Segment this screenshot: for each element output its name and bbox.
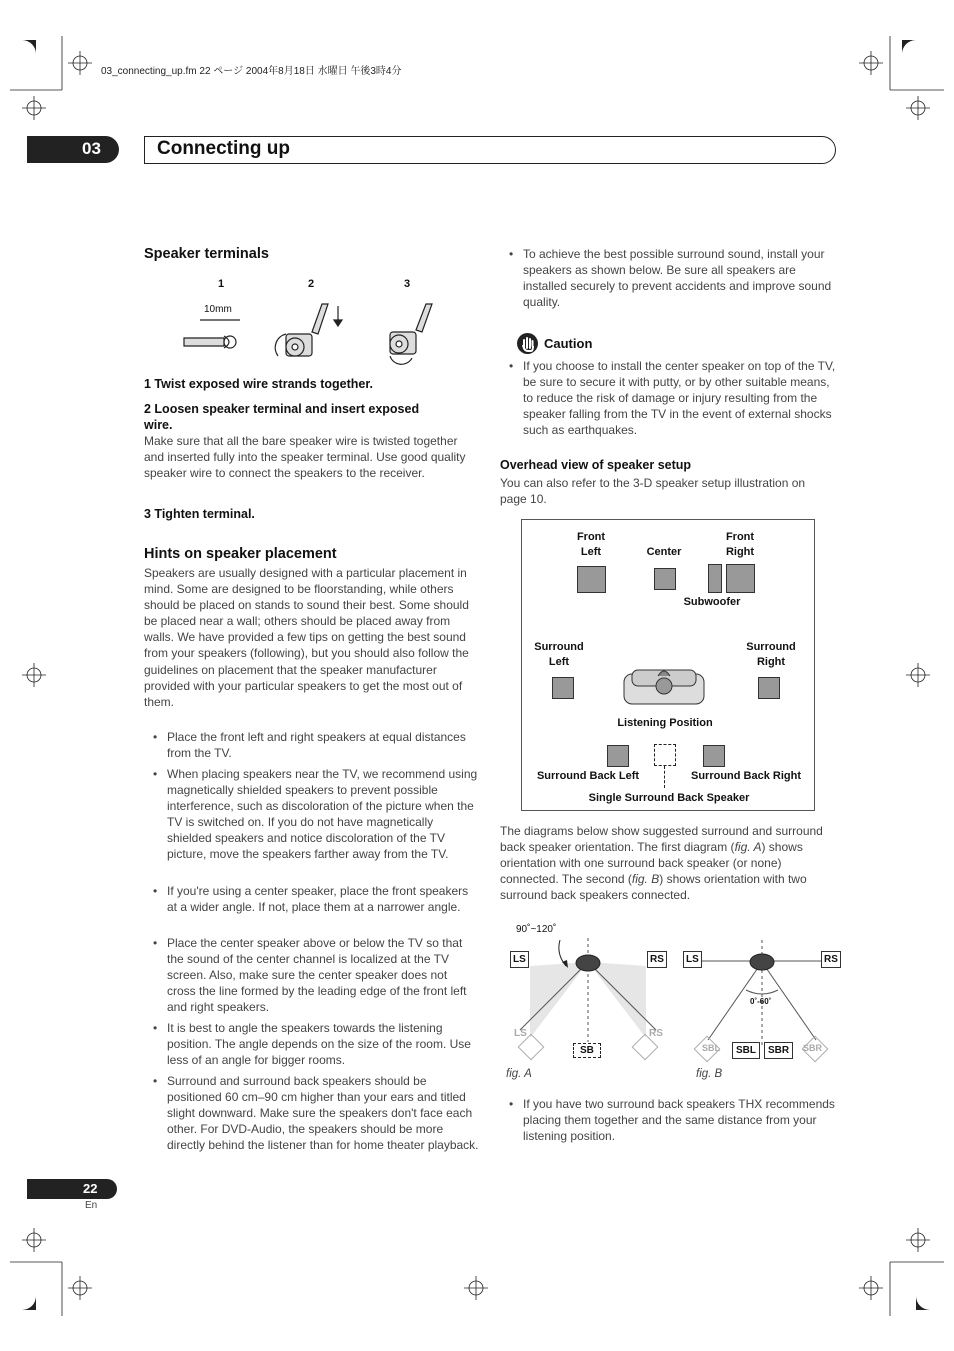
label-listening: Listening Position xyxy=(617,717,713,729)
hint-bullet-1: • Place the front left and right speakers at equal distances from the TV. xyxy=(144,729,479,761)
chapter-tab xyxy=(27,136,119,163)
figb-ls: LS xyxy=(683,951,702,968)
fig-measure: 10mm xyxy=(204,304,232,315)
label-surround-right: Surround Right xyxy=(746,641,796,668)
terminal-illustration xyxy=(178,276,448,371)
diagrams-text-part1: The diagrams below show suggested surround and surround back speaker orientation. The first diagram ( xyxy=(500,824,823,855)
fig-number-1: 1 xyxy=(218,278,225,290)
label-sbr: Surround Back Right xyxy=(690,770,801,782)
step-3: 3 Tighten terminal. xyxy=(144,507,255,521)
fig-number-2: 2 xyxy=(308,278,315,290)
speaker-surround-back-left xyxy=(607,745,629,767)
figb-sbr-angled: SBR xyxy=(803,1043,823,1053)
figb-sbl: SBL xyxy=(732,1042,760,1059)
label-front-left: Front Left xyxy=(576,531,606,558)
diagrams-text-part3: ) shows orientation with two surround back speakers connected. xyxy=(500,872,807,903)
figa-sb: SB xyxy=(573,1043,601,1058)
hint-bullet-4: • Place the center speaker above or below the TV so that the sound of the center channel is localized at the TV screen. Also, make sure the center speaker does not cross the line formed by the leading edge of the front left and right speakers. xyxy=(144,935,479,1015)
print-header: 03_connecting_up.fm 22 ページ 2004年8月18日 水曜日 午後3時4分 xyxy=(101,66,402,77)
step-2-text: Make sure that all the bare speaker wire is twisted together and inserted fully into the speaker terminal. Use good quality speaker wire to connect the speakers to the receiver. xyxy=(144,434,466,481)
speaker-surround-left xyxy=(552,677,574,699)
sofa-icon xyxy=(622,662,712,708)
terminal-figure xyxy=(178,276,448,371)
figa-rs-angled: RS xyxy=(649,1028,663,1039)
figb-sbl-angled: SBL xyxy=(702,1043,720,1053)
figb-sbr: SBR xyxy=(764,1042,793,1059)
hint-bullet-5: • It is best to angle the speakers towards the listening position. The angle depends on the size of the room. Use less of an angle for bigger rooms. xyxy=(144,1020,479,1068)
speaker-terminals-heading: Speaker terminals xyxy=(144,246,269,262)
label-surround-left: Surround Left xyxy=(534,641,584,668)
chapter-title: Connecting up xyxy=(157,138,290,159)
figure-a xyxy=(502,918,672,1088)
page-tab xyxy=(27,1179,117,1199)
diagrams-text xyxy=(500,823,835,903)
figa-rs: RS xyxy=(647,951,667,968)
overhead-diagram xyxy=(521,519,815,811)
label-single-sb: Single Surround Back Speaker xyxy=(588,792,750,804)
hints-intro: Speakers are usually designed with a particular placement in mind. Some are designed to be floorstanding, while others should be placed on stands to sound their best. Some should be placed near a wall; others should be placed away from walls. We have provided a few tips on getting the best sound from your speakers (following), but you should also follow the guidelines on placement that the speaker manufacturer provided with your particular speakers to get the most out of them. xyxy=(144,566,469,709)
hint-bullet-6: • Surround and surround back speakers should be positioned 60 cm–90 cm higher than your ears and titled slight downward. Make sure the speakers don't face each other. For DVD-Audio, the speakers should be more directly behind the listener than for home theater playback. xyxy=(144,1073,479,1153)
figb-angle: 0˚-60˚ xyxy=(750,997,772,1006)
speaker-subwoofer xyxy=(708,564,722,593)
label-sbl: Surround Back Left xyxy=(536,770,640,782)
page-number: 22 xyxy=(83,1181,98,1196)
speaker-surround-right xyxy=(758,677,780,699)
hint-bullet-3: • If you're using a center speaker, place the front speakers at a wider angle. If not, place them at a narrower angle. xyxy=(144,883,479,915)
chapter-number: 03 xyxy=(82,139,101,158)
figa-caption: fig. A xyxy=(506,1068,532,1080)
speaker-front-right xyxy=(726,564,755,593)
step-1: 1 Twist exposed wire strands together. xyxy=(144,377,373,391)
speaker-surround-back-right xyxy=(703,745,725,767)
figa-angle: 90˚~120˚ xyxy=(516,924,557,935)
setup-bullet: • To achieve the best possible surround sound, install your speakers as shown below. Be sure all speakers are installed securely to prevent accidents and improve sound quality. xyxy=(500,246,837,310)
step-2-line1: 2 Loosen speaker terminal and insert exposed xyxy=(144,402,420,416)
page-language: En xyxy=(85,1200,98,1211)
figb-rs: RS xyxy=(821,951,841,968)
diagrams-text-figa: fig. A xyxy=(734,840,762,855)
diagrams-text-part2: ) shows orientation with one surround back speaker (or none) connected. The second ( xyxy=(500,840,803,887)
dashed-leader xyxy=(664,766,665,788)
caution-text: • If you choose to install the center speaker on top of the TV, be sure to secure it with putty, or by other suitable means, to reduce the risk of damage or injury resulting from the speaker falling from the TV in the event of external shocks such as earthquakes. xyxy=(500,358,837,438)
figa-ls-angled: LS xyxy=(514,1028,527,1039)
fig-number-3: 3 xyxy=(404,278,411,290)
overhead-heading: Overhead view of speaker setup xyxy=(500,458,692,472)
label-front-right: Front Right xyxy=(725,531,755,558)
step-2-line2: wire. xyxy=(144,418,173,432)
hand-icon xyxy=(517,333,538,354)
hint-bullet-2: • When placing speakers near the TV, we recommend using magnetically shielded speakers to prevent possible interference, such as discoloration of the picture when the TV is switched on. If you do not have magnetically shielded speakers and notice discoloration of the TV picture, move the speakers farther away from the TV. xyxy=(144,766,479,863)
figb-caption: fig. B xyxy=(696,1068,723,1080)
diagrams-text-figb: fig. B xyxy=(631,872,660,887)
speaker-center xyxy=(654,568,676,590)
figure-b xyxy=(680,918,840,1088)
label-center: Center xyxy=(646,546,682,558)
caution-icon xyxy=(517,333,538,354)
speaker-front-left xyxy=(577,566,606,593)
label-subwoofer: Subwoofer xyxy=(683,596,741,608)
thx-bullet: • If you have two surround back speakers THX recommends placing them together and the same distance from your listening position. xyxy=(500,1096,837,1144)
hints-heading: Hints on speaker placement xyxy=(144,546,337,562)
overhead-text: You can also refer to the 3-D speaker setup illustration on page 10. xyxy=(500,476,806,507)
figa-ls: LS xyxy=(510,951,529,968)
caution-label: Caution xyxy=(544,336,593,351)
speaker-single-surround-back xyxy=(654,744,676,766)
